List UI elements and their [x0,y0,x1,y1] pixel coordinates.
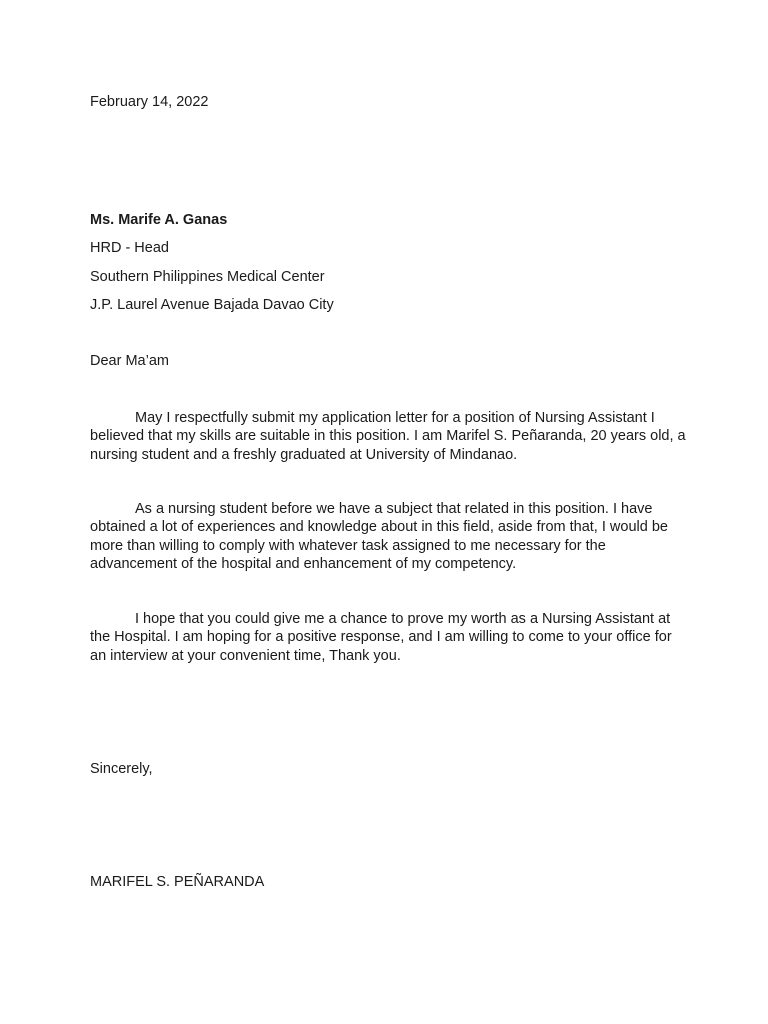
signature-name: MARIFEL S. PEÑARANDA [90,874,265,890]
recipient-title: HRD - Head [90,240,169,256]
body-paragraph-2: As a nursing student before we have a subject that related in this position. I have obtained a lot of experiences and knowledge about in this field, aside from that, I would be more than willing to comply with whatever task assigned to me necessary for the advancement of the hospital and enhancement of my competency. [90,501,668,572]
closing: Sincerely, [90,761,153,777]
letter-date: February 14, 2022 [90,94,209,110]
recipient-address: J.P. Laurel Avenue Bajada Davao City [90,297,334,313]
recipient-organization: Southern Philippines Medical Center [90,269,325,285]
body-paragraph-1: May I respectfully submit my application letter for a position of Nursing Assistant I believed that my skills are suitable in this position. I am Marifel S. Peñaranda, 20 years old, a nursing student and a freshly graduated at University of Mindanao. [90,410,686,463]
salutation: Dear Ma’am [90,353,169,369]
recipient-name: Ms. Marife A. Ganas [90,212,228,228]
body-paragraph-3: I hope that you could give me a chance to prove my worth as a Nursing Assistant at the Hospital. I am hoping for a positive response, and I am willing to come to your office for an interview at your convenient time, Thank you. [90,611,672,664]
